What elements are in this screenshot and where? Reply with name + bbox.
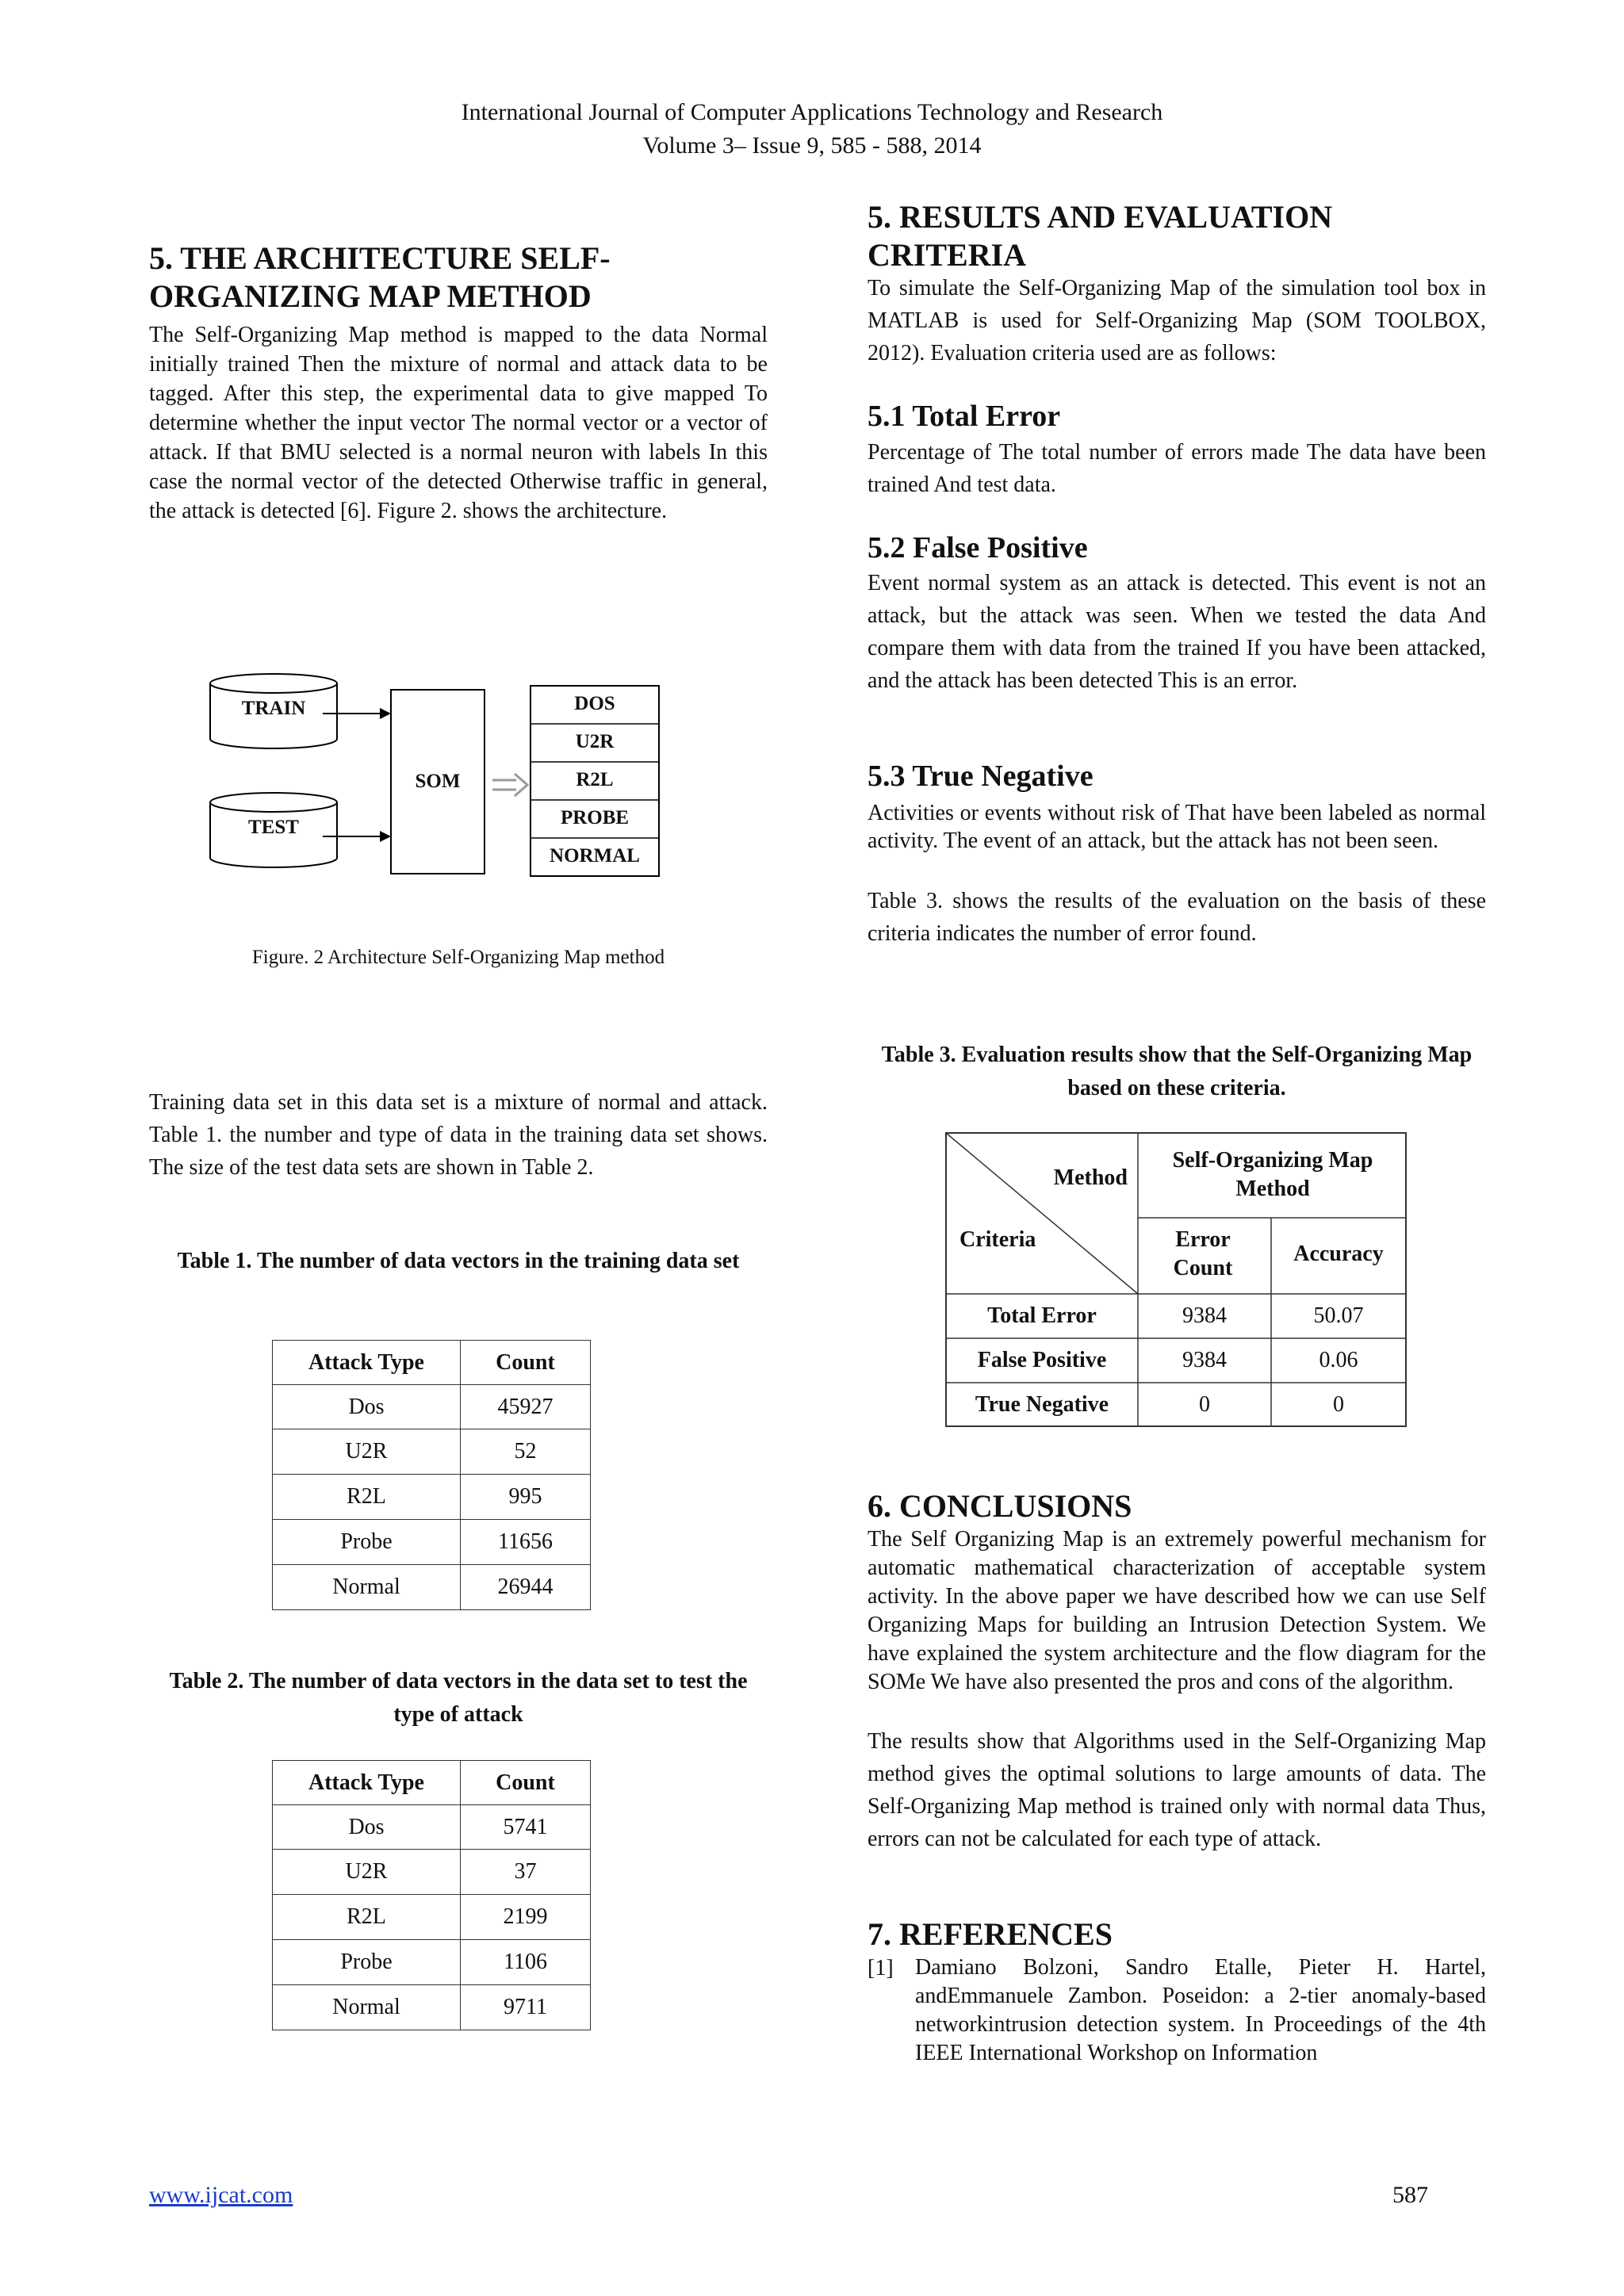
table3-row-label: True Negative xyxy=(975,1392,1109,1417)
subsection-5-1-title: 5.1 Total Error xyxy=(868,400,1061,433)
ref1-text: Damiano Bolzoni, Sandro Etalle, Pieter H. Hartel, andEmmanuele Zambon. Poseidon: a 2-tier anomaly-based networkintrusion detection system. In Proceedings of the 4th IEEE International Workshop on Information xyxy=(915,1955,1486,2065)
table3-cell: 0 xyxy=(1333,1392,1344,1417)
footer-website-link[interactable]: www.ijcat.com xyxy=(149,2182,293,2208)
table1-cell: 11656 xyxy=(461,1520,591,1565)
table1-cell: Normal xyxy=(273,1565,461,1610)
table1-cell: Dos xyxy=(273,1385,461,1429)
table1-cell: R2L xyxy=(273,1475,461,1520)
output-double-arrow xyxy=(492,774,527,796)
table3-cell: 0 xyxy=(1199,1392,1210,1417)
conclusions-title: 6. CONCLUSIONS xyxy=(868,1488,1132,1524)
table1-header-type: Attack Type xyxy=(273,1341,461,1385)
references-title: 7. REFERENCES xyxy=(868,1916,1113,1952)
table-row xyxy=(273,1565,591,1610)
subsection-5-1-body: Percentage of The total number of errors made The data have been trained And test data. xyxy=(868,440,1486,497)
table-row xyxy=(273,1520,591,1565)
table3-cell: 0.06 xyxy=(1319,1348,1358,1372)
figure-caption: Figure. 2 Architecture Self-Organizing Map method xyxy=(251,947,665,968)
conclusions-body1: The Self Organizing Map is an extremely powerful mechanism for automatic mathematical characterization of acceptable system activity. In the above paper we have described how we can use Self Organizing Maps for building an Intrusion Detection System. We have explained the system architecture and the flow diagram for the SOMe We have also presented the pros and cons of the algorithm. xyxy=(868,1527,1486,1694)
conclusions-body2: The results show that Algorithms used in the Self-Organizing Map method gives the optimal solutions to large amounts of data. The Self-Organizing Map method is trained only with normal data Thus, errors can not be calculated for each type of attack. xyxy=(868,1729,1486,1851)
table2-header-type: Attack Type xyxy=(273,1761,461,1805)
table3-cell: 9384 xyxy=(1182,1348,1227,1372)
train-arrow-head xyxy=(380,708,391,719)
section5-body: The Self-Organizing Map method is mapped to the data Normal initially trained Then the mixture of normal and attack data to be tagged. After this step, the experimental data to give mapped To determine whether the input vector The normal vector or a vector of attack. If that BMU selected is a normal neuron with labels In this case the normal vector of the detected Otherwise traffic in general, the attack is detected [6]. Figure 2. shows the architecture. xyxy=(149,323,768,523)
table2-cell: 5741 xyxy=(461,1805,591,1850)
results-title-line2: CRITERIA xyxy=(868,237,1027,273)
table1-cell: Probe xyxy=(273,1520,461,1565)
table1-header-count: Count xyxy=(461,1341,591,1385)
table3-diagonal xyxy=(946,1133,1138,1294)
table2-cell: R2L xyxy=(273,1895,461,1940)
table3-cell: 50.07 xyxy=(1313,1303,1364,1328)
table2-header-count: Count xyxy=(461,1761,591,1805)
output-r2l: R2L xyxy=(576,769,614,790)
training-paragraph: Training data set in this data set is a mixture of normal and attack. Table 1. the number and type of data in the training data set shows. The size of the test data sets are shown in Table 2. xyxy=(149,1090,768,1180)
table2 xyxy=(272,1760,591,2030)
table-row xyxy=(273,1895,591,1940)
table3 xyxy=(945,1132,1407,1427)
subsection-5-3-title: 5.3 True Negative xyxy=(868,760,1094,793)
table1-caption: Table 1. The number of data vectors in the training data set xyxy=(177,1249,740,1273)
table3-group-header: Self-Organizing Map Method xyxy=(1172,1148,1373,1201)
table2-cell: U2R xyxy=(273,1850,461,1895)
table2-cell: 2199 xyxy=(461,1895,591,1940)
table2-cell: Normal xyxy=(273,1985,461,2030)
table3-row-label: Total Error xyxy=(987,1303,1097,1328)
page-number: 587 xyxy=(1392,2182,1428,2208)
table2-cell: Probe xyxy=(273,1940,461,1985)
table-row xyxy=(273,1985,591,2030)
train-label: TRAIN xyxy=(241,698,306,719)
journal-volume: Volume 3– Issue 9, 585 - 588, 2014 xyxy=(642,132,982,159)
journal-title: International Journal of Computer Applications Technology and Research xyxy=(461,99,1163,125)
table3-cell: 9384 xyxy=(1182,1303,1227,1328)
table2-cell: 1106 xyxy=(461,1940,591,1985)
table3-row-label: False Positive xyxy=(977,1348,1107,1372)
table-row xyxy=(273,1429,591,1475)
table3-method-label: Method xyxy=(1053,1165,1128,1190)
table-row xyxy=(273,1940,591,1985)
table1-cell: 52 xyxy=(461,1429,591,1475)
subsection-5-3-body2: Table 3. shows the results of the evaluation on the basis of these criteria indicates the number of error found. xyxy=(868,889,1486,946)
results-body: To simulate the Self-Organizing Map of the simulation tool box in MATLAB is used for Self-Organizing Map (SOM TOOLBOX, 2012). Evaluation criteria used are as follows: xyxy=(868,276,1486,365)
table-row xyxy=(273,1805,591,1850)
output-normal: NORMAL xyxy=(550,845,640,867)
table-row xyxy=(273,1385,591,1429)
som-label: SOM xyxy=(415,771,461,792)
table3-col-error-count: Error Count xyxy=(1173,1227,1233,1280)
subsection-5-2-title: 5.2 False Positive xyxy=(868,531,1088,564)
output-probe: PROBE xyxy=(560,807,630,828)
results-title-line1: 5. RESULTS AND EVALUATION xyxy=(868,199,1333,235)
table2-caption: Table 2. The number of data vectors in the data set to test the type of attack xyxy=(169,1669,748,1727)
table2-cell: 37 xyxy=(461,1850,591,1895)
ref1-number: [1] xyxy=(868,1956,894,1980)
test-label: TEST xyxy=(248,817,299,838)
section5-title-line1: 5. THE ARCHITECTURE SELF- xyxy=(149,240,611,276)
table1-cell: 45927 xyxy=(461,1385,591,1429)
table-row xyxy=(273,1475,591,1520)
table1-cell: 26944 xyxy=(461,1565,591,1610)
table3-criteria-label: Criteria xyxy=(959,1227,1036,1252)
table2-cell: Dos xyxy=(273,1805,461,1850)
table3-caption: Table 3. Evaluation results show that the Self-Organizing Map based on these criteria. xyxy=(881,1043,1473,1100)
table3-col-accuracy: Accuracy xyxy=(1293,1242,1384,1266)
test-arrow-head xyxy=(380,831,391,842)
table2-cell: 9711 xyxy=(461,1985,591,2030)
section5-title-line2: ORGANIZING MAP METHOD xyxy=(149,278,592,314)
table-row xyxy=(273,1850,591,1895)
table1-cell: U2R xyxy=(273,1429,461,1475)
output-dos: DOS xyxy=(574,693,615,714)
table1 xyxy=(272,1340,591,1610)
subsection-5-2-body: Event normal system as an attack is detected. This event is not an attack, but the attack was seen. When we tested the data And compare them with data from the trained If you have been attacked, and the attack has been detected This is an error. xyxy=(868,571,1486,693)
output-u2r: U2R xyxy=(575,731,615,752)
table1-cell: 995 xyxy=(461,1475,591,1520)
architecture-diagram xyxy=(202,666,678,896)
subsection-5-3-body: Activities or events without risk of That have been labeled as normal activity. The event of an attack, but the attack has not been seen. xyxy=(868,801,1486,853)
